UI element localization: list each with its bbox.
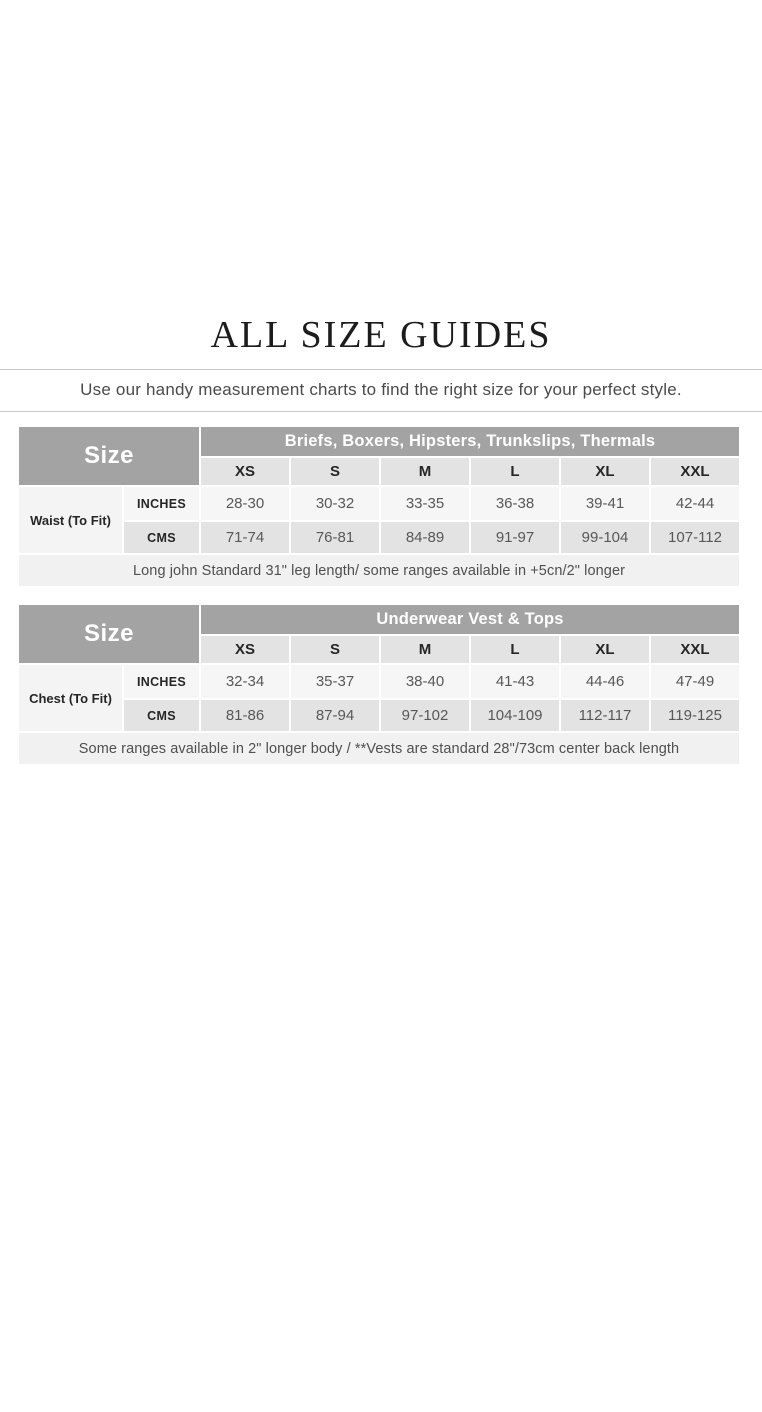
corner-size-header: Size — [19, 605, 199, 663]
value-cell: 30-32 — [291, 487, 379, 520]
unit-label-inches: INCHES — [124, 487, 199, 520]
value-cell: 39-41 — [561, 487, 649, 520]
size-col-header-l: L — [471, 458, 559, 485]
size-guides-section — [0, 412, 762, 766]
value-cell: 41-43 — [471, 665, 559, 698]
value-cell: 81-86 — [201, 700, 289, 731]
value-cell: 119-125 — [651, 700, 739, 731]
group-header: Underwear Vest & Tops — [201, 605, 739, 634]
unit-label-cms: CMS — [124, 700, 199, 731]
table-footnote: Some ranges available in 2" longer body / **Vests are standard 28"/73cm center back length — [19, 733, 739, 764]
page-title: ALL SIZE GUIDES — [210, 314, 552, 356]
value-cell: 104-109 — [471, 700, 559, 731]
value-cell: 42-44 — [651, 487, 739, 520]
subtitle-text: Use our handy measurement charts to find the right size for your perfect style. — [80, 380, 682, 399]
unit-label-cms: CMS — [124, 522, 199, 553]
row-label-chest: Chest (To Fit) — [19, 665, 122, 731]
group-header: Briefs, Boxers, Hipsters, Trunkslips, Thermals — [201, 427, 739, 456]
unit-label-inches: INCHES — [124, 665, 199, 698]
subtitle-band — [0, 369, 762, 412]
value-cell: 97-102 — [381, 700, 469, 731]
size-table-briefs — [17, 425, 741, 588]
size-col-header-s: S — [291, 636, 379, 663]
value-cell: 32-34 — [201, 665, 289, 698]
size-col-header-s: S — [291, 458, 379, 485]
corner-size-header: Size — [19, 427, 199, 485]
size-col-header-xxl: XXL — [651, 458, 739, 485]
size-col-header-m: M — [381, 458, 469, 485]
size-col-header-xl: XL — [561, 636, 649, 663]
value-cell: 38-40 — [381, 665, 469, 698]
size-col-header-m: M — [381, 636, 469, 663]
size-col-header-l: L — [471, 636, 559, 663]
value-cell: 44-46 — [561, 665, 649, 698]
value-cell: 35-37 — [291, 665, 379, 698]
size-col-header-xs: XS — [201, 458, 289, 485]
size-col-header-xl: XL — [561, 458, 649, 485]
value-cell: 112-117 — [561, 700, 649, 731]
value-cell: 87-94 — [291, 700, 379, 731]
value-cell: 84-89 — [381, 522, 469, 553]
value-cell: 76-81 — [291, 522, 379, 553]
row-label-waist: Waist (To Fit) — [19, 487, 122, 553]
size-col-header-xxl: XXL — [651, 636, 739, 663]
value-cell: 28-30 — [201, 487, 289, 520]
value-cell: 36-38 — [471, 487, 559, 520]
value-cell: 107-112 — [651, 522, 739, 553]
value-cell: 99-104 — [561, 522, 649, 553]
value-cell: 71-74 — [201, 522, 289, 553]
size-col-header-xs: XS — [201, 636, 289, 663]
value-cell: 47-49 — [651, 665, 739, 698]
value-cell: 91-97 — [471, 522, 559, 553]
table-footnote: Long john Standard 31" leg length/ some ranges available in +5cn/2" longer — [19, 555, 739, 586]
value-cell: 33-35 — [381, 487, 469, 520]
size-table-vests — [17, 603, 741, 766]
